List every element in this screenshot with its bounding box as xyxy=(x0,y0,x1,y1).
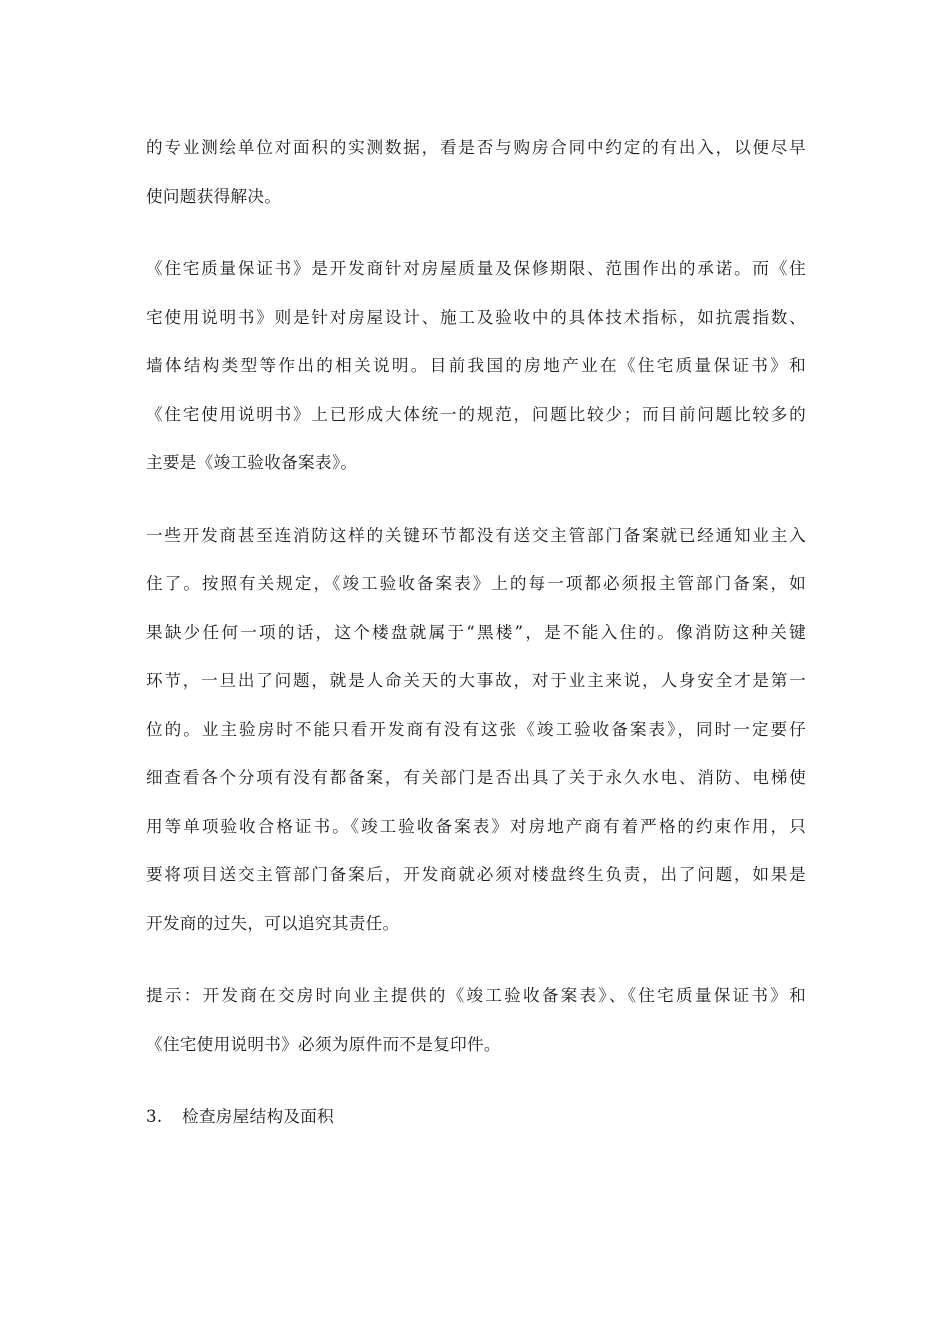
text-line: 一些开发商甚至连消防这样的关键环节都没有送交主管部门备案就已经通知业主入 xyxy=(146,525,806,545)
section-title: 检查房屋结构及面积 xyxy=(182,1107,335,1126)
text-line: 提示：开发商在交房时向业主提供的《竣工验收备案表》、《住宅质量保证书》和 xyxy=(146,986,806,1005)
text-line: 宅使用说明书》则是针对房屋设计、施工及验收中的具体技术指标，如抗震指数、 xyxy=(146,307,806,327)
text-line: 《住宅质量保证书》是开发商针对房屋质量及保修期限、范围作出的承诺。而《住 xyxy=(146,259,806,278)
section-heading xyxy=(146,1093,806,1142)
text-line: 《住宅使用说明书》必须为原件而不是复印件。 xyxy=(146,1034,501,1054)
paragraph-area-measurement xyxy=(146,124,806,221)
text-line: 《住宅使用说明书》上已形成大体统一的规范，问题比较少；而目前问题比较多的 xyxy=(146,404,806,424)
text-line: 位的。业主验房时不能只看开发商有没有这张《竣工验收备案表》，同时一定要仔 xyxy=(146,719,806,739)
text-line: 墙体结构类型等作出的相关说明。目前我国的房地产业在《住宅质量保证书》和 xyxy=(146,356,806,375)
text-line: 住了。按照有关规定，《竣工验收备案表》上的每一项都必须报主管部门备案，如 xyxy=(146,574,806,593)
text-line: 的专业测绘单位对面积的实测数据，看是否与购房合同中约定的有出入，以便尽早 xyxy=(146,138,806,157)
text-line: 使问题获得解决。 xyxy=(146,186,282,206)
paragraph-quality-certificate xyxy=(146,245,806,488)
document-body xyxy=(146,124,806,1142)
text-line: 环节，一旦出了问题，就是人命关天的大事故，对于业主来说，人身安全才是第一 xyxy=(146,671,806,690)
text-line: 用等单项验收合格证书。《竣工验收备案表》对房地产商有着严格的约束作用，只 xyxy=(146,816,806,836)
text-line: 开发商的过失，可以追究其责任。 xyxy=(146,913,400,933)
text-line: 主要是《竣工验收备案表》。 xyxy=(146,453,358,472)
text-line: 细查看各个分项有没有都备案，有关部门是否出具了关于永久水电、消防、电梯使 xyxy=(146,768,806,787)
text-line: 果缺少任何一项的话，这个楼盘就属于“黑楼”，是不能入住的。像消防这种关键 xyxy=(146,622,806,642)
paragraph-completion-record xyxy=(146,512,806,949)
paragraph-tip xyxy=(146,972,806,1069)
text-line: 要将项目送交主管部门备案后，开发商就必须对楼盘终生负责，出了问题，如果是 xyxy=(146,865,806,884)
section-number: 3. xyxy=(146,1107,163,1126)
